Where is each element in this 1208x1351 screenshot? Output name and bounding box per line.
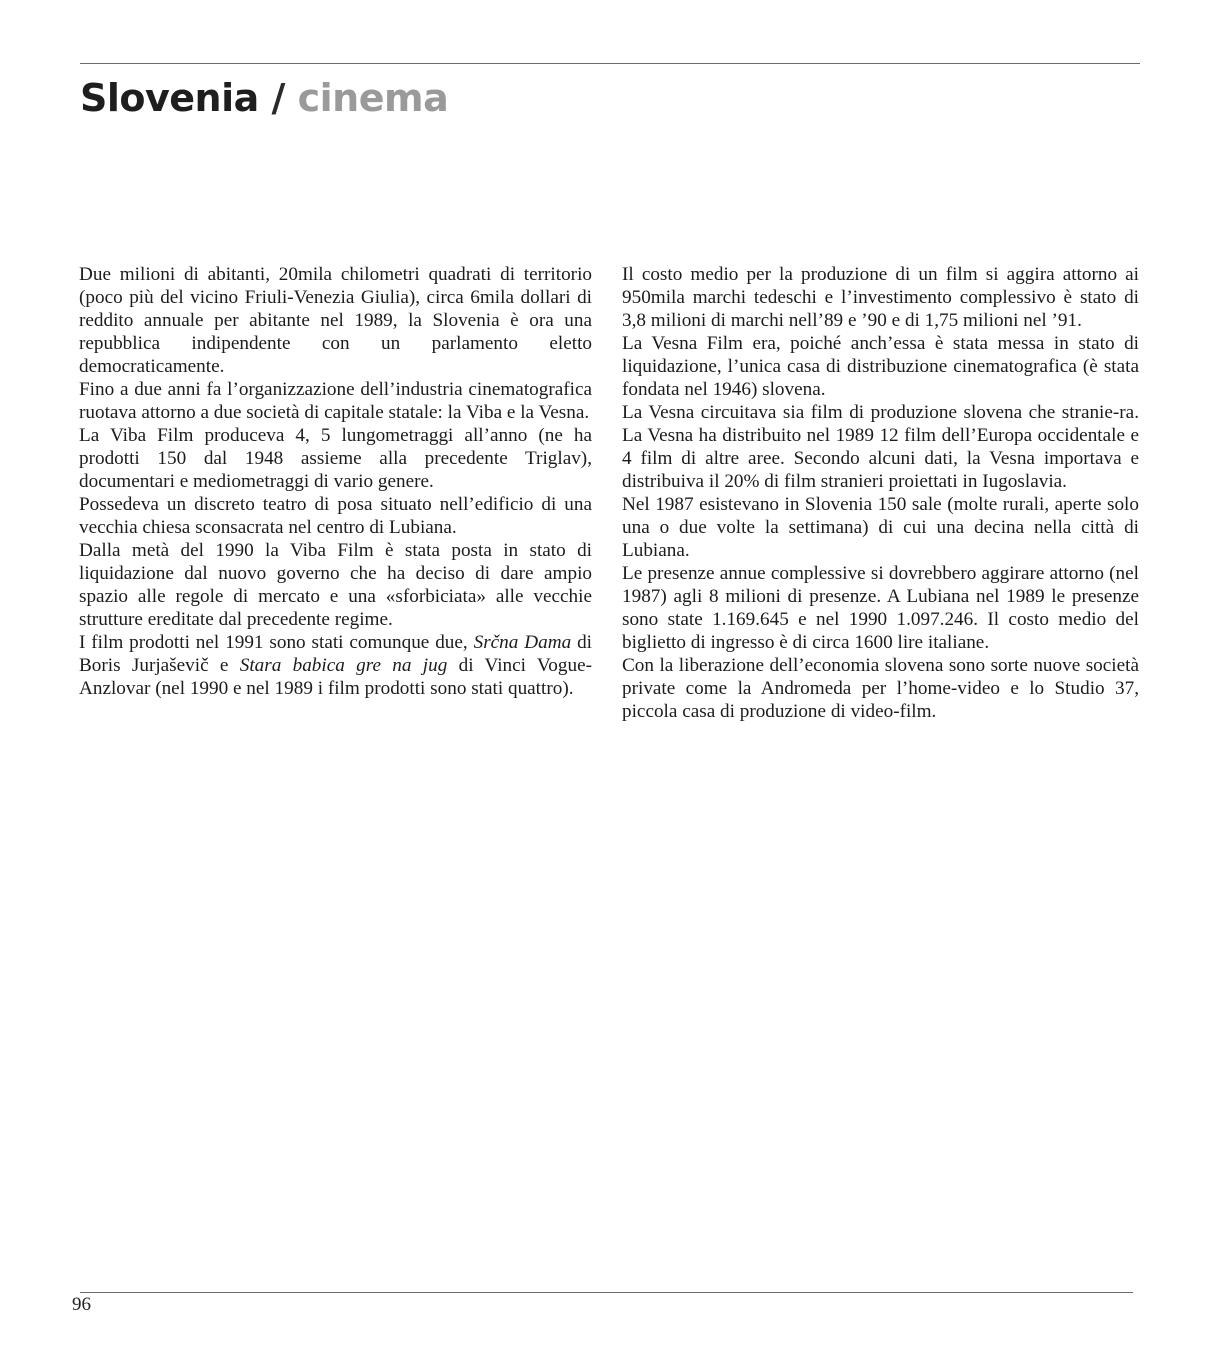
paragraph: Possedeva un discreto teatro di posa situato nell’edificio di una vecchia chiesa sconsacrata nel centro di Lubiana.	[79, 494, 592, 538]
text-run: I film prodotti nel 1991 sono stati comunque due,	[79, 632, 474, 653]
paragraph: Con la liberazione dell’economia slovena sono sorte nuove società private come la Andromeda per l’home-video e lo Studio 37, piccola casa di produzione di video-film.	[622, 655, 1139, 722]
paragraph: Due milioni di abitanti, 20mila chilometri quadrati di territorio (poco più del vicino Friuli-Venezia Giulia), circa 6mila dollari di reddito annuale per abitante nel 1989, la Slovenia è ora una repubblica indipendente con un parlamento eletto democraticamente.	[79, 264, 592, 377]
paragraph: La Viba Film produceva 4, 5 lungometraggi all’anno (ne ha prodotti 150 dal 1948 assieme alla precedente Triglav), documentari e mediometraggi di vario genere.	[79, 425, 592, 492]
right-text-column	[622, 263, 1139, 723]
paragraph: Dalla metà del 1990 la Viba Film è stata posta in stato di liquidazione dal nuovo governo che ha deciso di dare ampio spazio alle regole di mercato e una «sforbiciata» alle vecchie strutture ereditate dal precedente regime.	[79, 540, 592, 630]
page-title	[80, 74, 448, 122]
paragraph: Il costo medio per la produzione di un film si aggira attorno ai 950mila marchi tedeschi e l’investimento complessivo è stato di 3,8 milioni di marchi nell’89 e ’90 e di 1,75 milioni nel ’91.	[622, 264, 1139, 331]
title-section: cinema	[297, 76, 449, 120]
paragraph: Le presenze annue complessive si dovrebbero aggirare attorno (nel 1987) agli 8 milioni di presenze. A Lubiana nel 1989 le presenze sono state 1.169.645 e nel 1990 1.097.246. Il costo medio del biglietto di ingresso è di circa 1600 lire italiane.	[622, 563, 1139, 653]
paragraph: La Vesna circuitava sia film di produzione slovena che stranie-ra. La Vesna ha distribuito nel 1989 12 film dell’Europa occidentale e 4 film di altre aree. Secondo alcuni dati, la Vesna importava e distribuiva il 20% di film stranieri proiettati in Iugoslavia.	[622, 402, 1139, 492]
header-rule	[80, 63, 1140, 64]
paragraph: Nel 1987 esistevano in Slovenia 150 sale (molte rurali, aperte solo una o due volte la settimana) di cui una decina nella città di Lubiana.	[622, 494, 1139, 561]
film-title: Stara babica gre na jug	[239, 655, 448, 676]
text-run: di Boris Jurjaševič e	[79, 632, 592, 676]
footer-rule	[80, 1292, 1133, 1293]
paragraph: Fino a due anni fa l’organizzazione dell’industria cinematografica ruotava attorno a due società di capitale statale: la Viba e la Vesna.	[79, 379, 592, 423]
text-run: di Vinci Vogue-Anzlovar (nel 1990 e nel 1989 i film prodotti sono stati quattro).	[79, 655, 592, 699]
left-text-column	[79, 263, 592, 700]
film-title: Srčna Dama	[473, 632, 572, 653]
title-separator: /	[271, 76, 285, 120]
paragraph	[79, 631, 592, 700]
title-country: Slovenia	[80, 76, 259, 120]
paragraph: La Vesna Film era, poiché anch’essa è stata messa in stato di liquidazione, l’unica casa di distribuzione cinematografica (è stata fondata nel 1946) slovena.	[622, 333, 1139, 400]
page-number: 96	[72, 1294, 91, 1315]
